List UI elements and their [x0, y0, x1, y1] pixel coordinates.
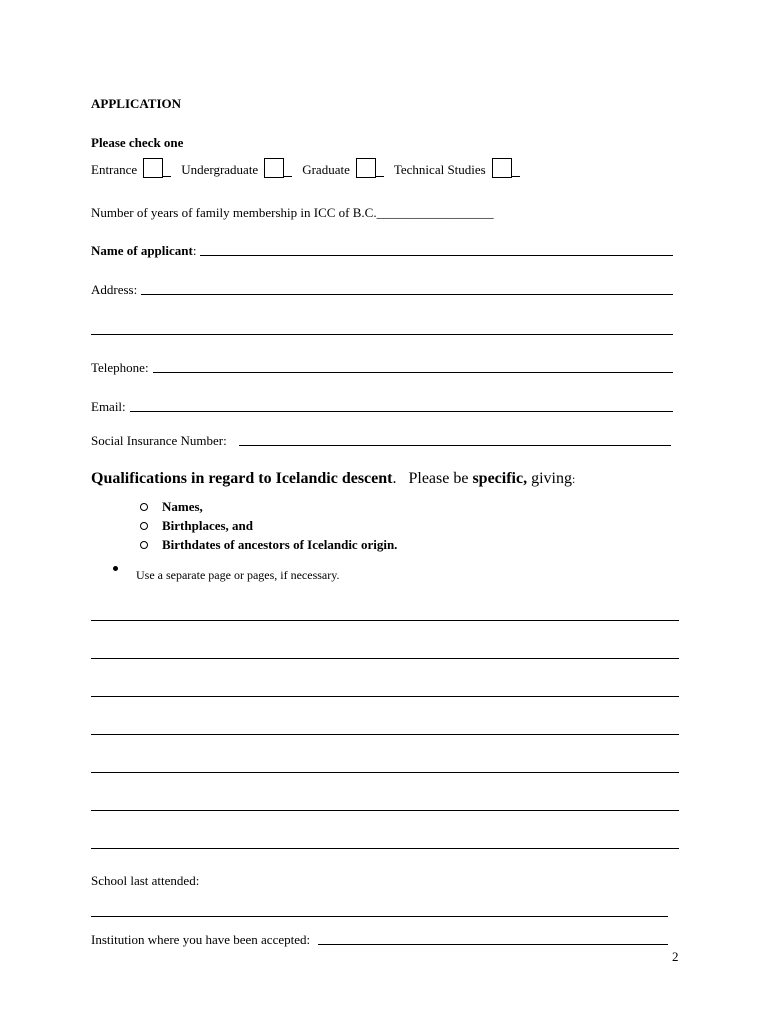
email-label: Email: — [91, 399, 126, 414]
circle-bullet-icon — [140, 541, 148, 549]
qualifications-giving: giving — [527, 470, 572, 487]
qualifications-answer-line-3[interactable] — [91, 696, 679, 697]
form-title: APPLICATION — [91, 96, 182, 111]
qualifications-answer-line-4[interactable] — [91, 734, 679, 735]
qualifications-heading — [91, 469, 575, 489]
applicant-name-field[interactable] — [91, 243, 673, 259]
check-prompt: Please check one — [91, 135, 184, 150]
list-item: Birthdates of ancestors of Icelandic origin. — [140, 535, 397, 554]
applicant-name-input-line[interactable] — [200, 255, 673, 256]
qualifications-colon: : — [572, 472, 576, 486]
qualifications-answer-line-5[interactable] — [91, 772, 679, 773]
institution-label: Institution where you have been accepted: — [91, 932, 311, 947]
applicant-name-colon: : — [192, 243, 197, 258]
membership-years-field[interactable] — [91, 205, 494, 221]
address-input-line-1[interactable] — [141, 294, 673, 295]
telephone-label: Telephone: — [91, 360, 149, 375]
school-last-attended-label: School last attended: — [91, 873, 200, 888]
checkbox-graduate-box[interactable] — [356, 158, 376, 178]
checkbox-entrance-box[interactable] — [143, 158, 163, 178]
qualifications-answer-line-2[interactable] — [91, 658, 679, 659]
checkbox-undergraduate[interactable] — [181, 158, 292, 178]
email-input-line[interactable] — [130, 411, 673, 412]
membership-years-label: Number of years of family membership in ICC of B.C. — [91, 205, 377, 220]
institution-input-line[interactable] — [318, 944, 668, 945]
email-field[interactable] — [91, 399, 673, 415]
sin-label: Social Insurance Number: — [91, 433, 227, 448]
bullet-icon — [113, 566, 118, 571]
checkbox-undergraduate-box[interactable] — [264, 158, 284, 178]
checkbox-undergraduate-label: Undergraduate — [181, 162, 259, 177]
telephone-input-line[interactable] — [153, 372, 673, 373]
circle-bullet-icon — [140, 503, 148, 511]
qualifications-answer-line-6[interactable] — [91, 810, 679, 811]
list-item: Names, — [140, 497, 397, 516]
checkbox-technical-studies-label: Technical Studies — [393, 162, 486, 177]
checkbox-technical-studies-box[interactable] — [492, 158, 512, 178]
school-last-attended-input-line[interactable] — [91, 916, 668, 917]
institution-field[interactable] — [91, 932, 668, 948]
address-label: Address: — [91, 282, 138, 297]
sin-field[interactable] — [91, 433, 671, 449]
checkbox-entrance[interactable] — [91, 158, 171, 178]
list-item: Birthplaces, and — [140, 516, 397, 535]
membership-years-blank[interactable]: __________________ — [376, 205, 494, 220]
sin-input-line[interactable] — [239, 445, 671, 446]
qualifications-heading-bold: Qualifications in regard to Icelandic descent — [91, 470, 393, 487]
qualifications-answer-line-1[interactable] — [91, 620, 679, 621]
qualifications-list — [140, 497, 397, 554]
checkbox-entrance-label: Entrance — [91, 162, 138, 177]
applicant-name-label: Name of applicant — [91, 243, 193, 258]
qualifications-please: Please be — [408, 470, 473, 487]
telephone-field[interactable] — [91, 360, 673, 376]
circle-bullet-icon — [140, 522, 148, 530]
qualifications-answer-line-7[interactable] — [91, 848, 679, 849]
qualifications-heading-period: . — [392, 470, 397, 487]
page-number: 2 — [672, 949, 679, 964]
address-input-line-2[interactable] — [91, 334, 673, 335]
program-checkbox-row — [91, 158, 530, 178]
checkbox-graduate[interactable] — [302, 158, 384, 178]
qualifications-specific: specific, — [472, 470, 528, 487]
separate-page-note: Use a separate page or pages, if necessary. — [136, 568, 340, 582]
checkbox-technical-studies[interactable] — [394, 158, 520, 178]
checkbox-graduate-label: Graduate — [302, 162, 350, 177]
address-field[interactable] — [91, 282, 673, 298]
